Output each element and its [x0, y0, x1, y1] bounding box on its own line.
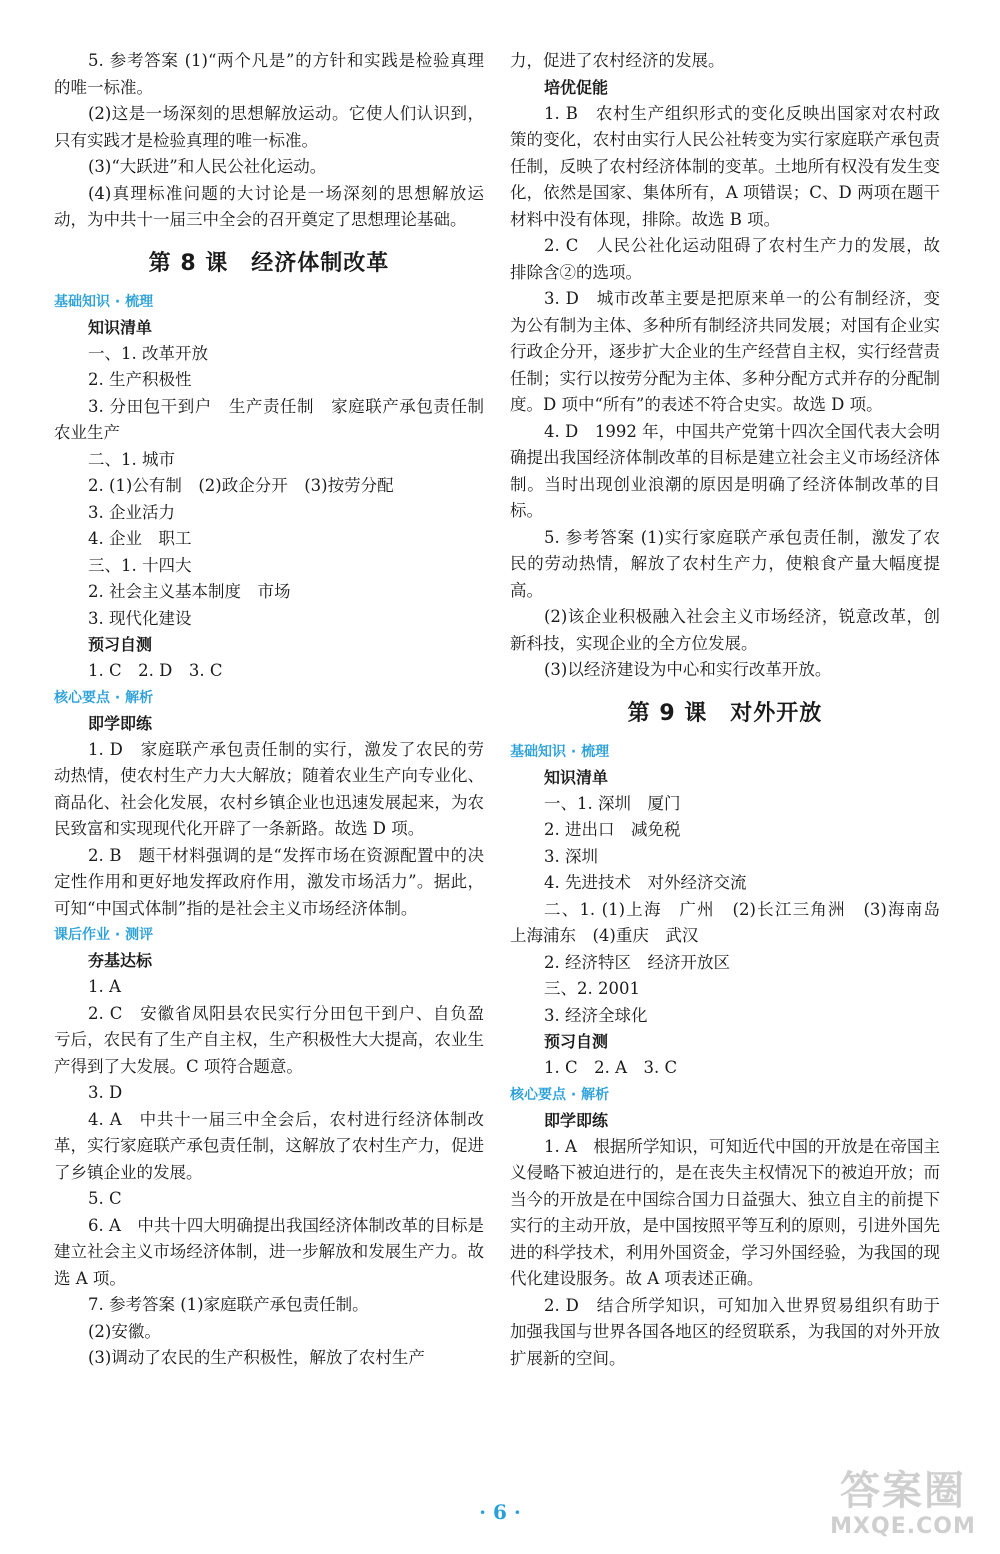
watermark-logo	[818, 1468, 988, 1546]
page-number: · 6 ·	[479, 1500, 521, 1524]
answer-paragraph: 4. 企业 职工	[88, 529, 192, 548]
answer-paragraph: 4. A 中共十一届三中全会后，农村进行经济体制改革，实行家庭联产承包责任制，这解放了农村生产力，促进了乡镇企业的发展。	[54, 1109, 484, 1182]
lesson-title: 第 9 课 对外开放	[627, 700, 823, 726]
answer-paragraph: 2. C 人民公社化运动阻碍了农村生产力的发展，故排除含②的选项。	[510, 236, 940, 282]
lesson-title: 第 8 课 经济体制改革	[148, 250, 390, 276]
answer-paragraph: 5. 参考答案 (1)实行家庭联产承包责任制，激发了农民的劳动热情，解放了农村生产力，使粮食产量大幅度提高。	[510, 527, 940, 600]
answer-paragraph: 3. D	[88, 1083, 123, 1102]
subsection-heading: 夯基达标	[88, 951, 153, 970]
subsection-heading: 即学即练	[88, 713, 153, 733]
subsection-heading: 知识清单	[544, 767, 609, 787]
answer-paragraph: 3. 分田包干到户 生产责任制 家庭联产承包责任制 农业生产	[54, 396, 501, 442]
watermark-text: 答案圈	[840, 1468, 966, 1514]
left-column	[54, 48, 501, 1372]
answer-paragraph: 三、1. 十四大	[88, 555, 192, 575]
answer-paragraph: 4. 先进技术 对外经济交流	[544, 873, 747, 892]
subsection-heading: 预习自测	[544, 1032, 609, 1051]
answer-paragraph: 7. 参考答案 (1)家庭联产承包责任制。	[88, 1295, 369, 1314]
answer-paragraph: (2)安徽。	[88, 1321, 161, 1341]
answer-paragraph: 2. 生产积极性	[88, 370, 192, 389]
answer-paragraph: 1. A	[88, 977, 121, 996]
answer-paragraph: 6. A 中共十四大明确提出我国经济体制改革的目标是建立社会主义市场经济体制，进一步解放和发展生产力。故选 A 项。	[54, 1215, 484, 1288]
subsection-heading: 即学即练	[544, 1110, 609, 1130]
answer-paragraph: 2. 社会主义基本制度 市场	[88, 582, 291, 601]
answer-paragraph: 1. C 2. A 3. C	[544, 1058, 678, 1077]
answer-paragraph: 2. D 结合所学知识，可知加入世界贸易组织有助于加强我国与世界各国各地区的经贸联系，为我国的对外开放扩展新的空间。	[510, 1295, 940, 1368]
answer-paragraph: (3)“大跃进”和人民公社化运动。	[88, 157, 327, 176]
answer-paragraph: 1. B 农村生产组织形式的变化反映出国家对农村政策的变化，农村由实行人民公社转变为实行家庭联产承包责任制，反映了农村经济体制的变革。土地所有权没有发生变化，依然是国家、集体所有，A 项错误；C、D 两项在题干材料中没有体现，排除。故选 B 项。	[510, 103, 940, 229]
answer-paragraph: 二、1. 城市	[88, 449, 175, 469]
subsection-heading: 预习自测	[88, 635, 153, 654]
answer-paragraph: 5. 参考答案 (1)“两个凡是”的方针和实践是检验真理的唯一标准。	[54, 51, 484, 97]
answer-paragraph: 3. 经济全球化	[544, 1005, 648, 1025]
answer-paragraph: (3)以经济建设为中心和实行改革开放。	[544, 660, 832, 679]
answer-paragraph: 2. 经济特区 经济开放区	[544, 952, 730, 972]
answer-paragraph: 1. A 根据所学知识，可知近代中国的开放是在帝国主义侵略下被迫进行的，是在丧失主权情况下的被迫开放；而当今的开放是在中国综合国力日益强大、独立自主的前提下实行的主动开放，是中国按照平等互利的原则，引进外国先进的科学技术，利用外国资金，学习外国经验，为我国的现代化建设服务。故 A 项表述正确。	[510, 1136, 940, 1288]
section-label: 基础知识 · 梳理	[54, 293, 154, 310]
answer-paragraph: 力，促进了农村经济的发展。	[510, 51, 725, 70]
answer-paragraph: 2. 进出口 减免税	[544, 820, 681, 839]
answer-paragraph: 一、1. 深圳 厦门	[544, 793, 681, 813]
subsection-heading: 知识清单	[88, 317, 153, 337]
watermark-url: MXQE.COM	[830, 1514, 976, 1539]
answer-paragraph: 二、1. (1)上海 广州 (2)长江三角洲 (3)海南岛 上海浦东 (4)重庆 武汉	[510, 899, 957, 945]
answer-paragraph: 3. 深圳	[544, 846, 598, 866]
answer-paragraph: 2. (1)公有制 (2)政企分开 (3)按劳分配	[88, 476, 394, 495]
answer-paragraph: (2)这是一场深刻的思想解放运动。它使人们认识到，只有实践才是检验真理的唯一标准。	[54, 104, 484, 150]
answer-paragraph: 5. C	[88, 1189, 122, 1208]
right-column	[510, 48, 957, 1372]
answer-paragraph: 3. D 城市改革主要是把原来单一的公有制经济，变为公有制为主体、多种所有制经济共同发展；对国有企业实行政企分开，逐步扩大企业的生产经营自主权，实行经营责任制；实行以按劳分配为主体、多种分配方式并存的分配制度。D 项中“所有”的表述不符合史实。故选 D 项。	[510, 289, 940, 414]
answer-paragraph: 3. 现代化建设	[88, 608, 192, 628]
subsection-heading: 培优促能	[544, 77, 609, 97]
answer-paragraph: 2. B 题干材料强调的是“发挥市场在资源配置中的决定性作用和更好地发挥政府作用，激发市场活力”。据此，可知“中国式体制”指的是社会主义市场经济体制。	[54, 845, 484, 918]
section-label: 核心要点 · 解析	[510, 1086, 610, 1103]
answer-paragraph: (3)调动了农民的生产积极性，解放了农村生产	[88, 1348, 425, 1367]
answer-paragraph: (2)该企业积极融入社会主义市场经济，锐意改革，创新科技，实现企业的全方位发展。	[510, 607, 940, 653]
answer-paragraph: 一、1. 改革开放	[88, 343, 208, 363]
answer-paragraph: 4. D 1992 年，中国共产党第十四次全国代表大会明确提出我国经济体制改革的目标是建立社会主义市场经济体制。当时出现创业浪潮的原因是明确了经济体制改革的目标。	[510, 421, 940, 520]
answer-paragraph: 1. D 家庭联产承包责任制的实行，激发了农民的劳动热情，使农村生产力大大解放；随着农业生产向专业化、商品化、社会化发展，农村乡镇企业也迅速发展起来，为农民致富和实现现代化开辟了一条新路。故选 D 项。	[54, 739, 484, 838]
answer-paragraph: 1. C 2. D 3. C	[88, 661, 223, 680]
answer-paragraph: (4)真理标准问题的大讨论是一场深刻的思想解放运动，为中共十一届三中全会的召开奠定了思想理论基础。	[54, 183, 484, 229]
section-label: 课后作业 · 测评	[54, 927, 154, 943]
section-label: 基础知识 · 梳理	[510, 743, 610, 760]
answer-paragraph: 三、2. 2001	[544, 979, 640, 998]
section-label: 核心要点 · 解析	[54, 689, 154, 706]
answer-paragraph: 3. 企业活力	[88, 502, 175, 522]
answer-paragraph: 2. C 安徽省凤阳县农民实行分田包干到户、自负盈亏后，农民有了生产自主权，生产积极性大大提高，农业生产得到了大发展。C 项符合题意。	[54, 1003, 484, 1076]
